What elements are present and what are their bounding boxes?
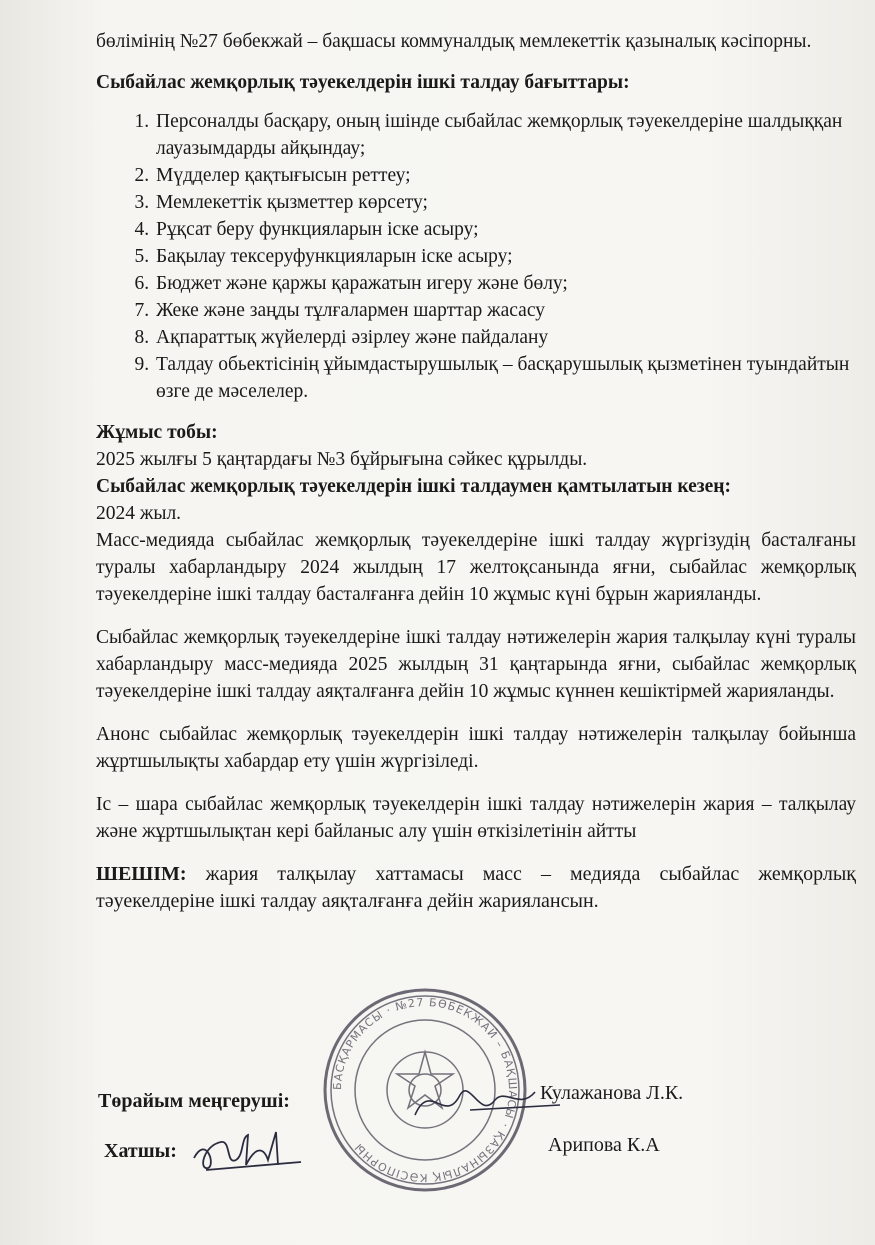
list-item: 6. Бюджет және қаржы қаражатын игеру және бөлу; (154, 270, 856, 297)
paragraph-public-discussion: Сыбайлас жемқорлық тәуекелдеріне ішкі талдау нәтижелерін жария талқылау күні туралы хабарландыру масс-медияда 2025 жылдың 31 қаңтарында яғни, сыбайлас жемқорлық тәуекелдеріне ішкі талдау аяқталғанға дейін 10 жұмыс күннен кешіктірмей жарияланды. (96, 627, 856, 702)
paragraph-event: Іс – шара сыбайлас жемқорлық тәуекелдерін ішкі талдау нәтижелерін жария – талқылау және жұртшылықтан кері байланыс алу үшін өткізілетінін айтты (96, 794, 856, 842)
paragraph-anons: Анонс сыбайлас жемқорлық тәуекелдерін ішкі талдау нәтижелерін талқылау бойынша жұртшылықты хабардар ету үшін жүргізіледі. (96, 724, 856, 772)
list-item: 7. Жеке және заңды тұлғалармен шарттар жасасу (154, 297, 856, 324)
chair-label: Төрайым меңгеруші: (98, 1090, 290, 1112)
decision-paragraph (96, 861, 856, 915)
list-item: 8. Ақпараттық жүйелерді әзірлеу және пайдалану (154, 324, 856, 351)
working-group-text: 2025 жылғы 5 қаңтардағы №3 бұйрығына сәйкес құрылды. (96, 449, 588, 470)
list-item: 5. Бақылау тексеруфункцияларын іске асыру; (154, 243, 856, 270)
decision-text: жария талқылау хаттамасы масс – медияда сыбайлас жемқорлық тәуекелдеріне ішкі талдау аяқталғанға дейін жариялансын. (96, 863, 856, 912)
chair-name: Кулажанова Л.К. (540, 1082, 684, 1104)
working-group-label: Жұмыс тобы: (96, 422, 218, 443)
secretary-label: Хатшы: (104, 1140, 177, 1162)
list-item: 9. Талдау обьектісінің ұйымдастырушылық – басқарушылық қызметінен туындайтын өзге де мәселелер. (154, 351, 856, 405)
stamp-text: БАСҚАРМАСЫ · №27 БӨБЕКЖАЙ – БАҚШАСЫ · ҚАЗЫНАЛЫҚ КӘСІПОРНЫ (330, 995, 520, 1185)
list-item: 2. Мүдделер қақтығысын реттеу; (154, 162, 856, 189)
directions-list (96, 108, 856, 405)
decision-label: ШЕШІМ: (96, 863, 187, 885)
list-item: 4. Рұқсат беру функцияларын іске асыру; (154, 216, 856, 243)
list-item: 3. Мемлекеттік қызметтер көрсету; (154, 189, 856, 216)
intro-text: бөлімінің №27 бөбекжай – бақшасы коммуналдық мемлекеттік қазыналық кәсіпорны. (96, 31, 812, 52)
secretary-signature (186, 1120, 306, 1180)
directions-heading: Сыбайлас жемқорлық тәуекелдерін ішкі талдау бағыттары: (96, 72, 630, 93)
secretary-name: Арипова К.А (548, 1134, 660, 1156)
document-body (96, 28, 856, 915)
period-text: 2024 жыл. (96, 503, 182, 524)
paragraph-announcement: Масс-медияда сыбайлас жемқорлық тәуекелдеріне ішкі талдау жүргізудің басталғаны туралы хабарландыру 2024 жылдың 17 желтоқсанында яғни, сыбайлас жемқорлық тәуекелдеріне ішкі талдау басталғанға дейін 10 жұмыс күні бұрын жарияланды. (96, 530, 856, 605)
list-item: 1. Персоналды басқару, оның ішінде сыбайлас жемқорлық тәуекелдеріне шалдыққан лауазымдарды айқындау; (154, 108, 856, 162)
period-label: Сыбайлас жемқорлық тәуекелдерін ішкі талдаумен қамтылатын кезең: (96, 476, 732, 497)
